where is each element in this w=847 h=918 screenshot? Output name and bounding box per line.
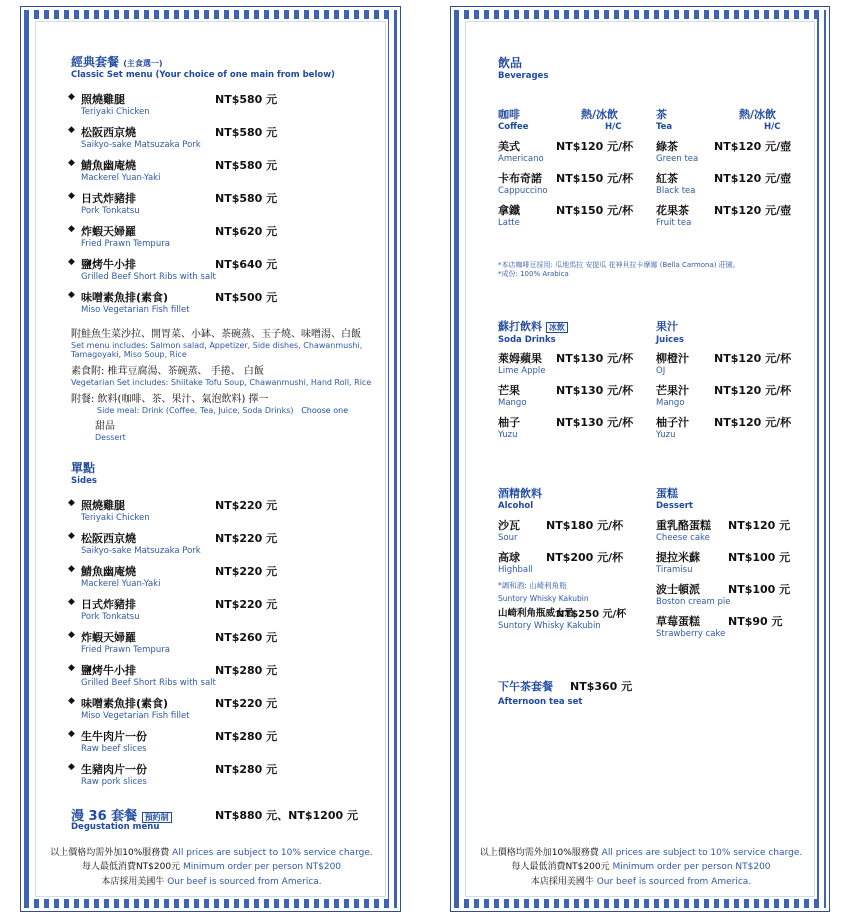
menu-item-price: NT$640 元 (215, 258, 278, 271)
menu-item-english: Saikyo-sake Matsuzaka Pork (81, 140, 201, 150)
dessert-subtitle: Dessert (656, 501, 693, 511)
menu-item-english: Teriyaki Chicken (81, 513, 150, 523)
menu-item-name: 鹽烤牛小排 (81, 664, 136, 677)
vegetarian-includes-zh: 素食附: 椎茸豆腐湯、茶碗蒸、 手捲、 白飯 (71, 366, 264, 377)
menu-item-price: NT$580 元 (215, 159, 278, 172)
footer-service-charge: 以上價格均需外加10%服務費 All prices are subject to 10% service charge. (50, 848, 373, 858)
bullet-icon: ◆ (68, 498, 75, 508)
coffee-composition-note: *成份: 100% Arabica (498, 270, 569, 278)
menu-item-price: NT$220 元 (215, 697, 278, 710)
reservation-tag: 預約制 (142, 812, 172, 823)
degustation-subtitle: Degustation menu (71, 822, 160, 832)
coffee-subtitle: Coffee (498, 122, 529, 132)
menu-item-english: Boston cream pie (656, 597, 731, 607)
menu-item-price: NT$100 元 (728, 551, 791, 564)
coffee-hc-zh: 熱/冰飲 (581, 108, 619, 121)
set-includes-zh: 附鮭魚生菜沙拉、開胃菜、小缽、茶碗蒸、玉子燒、味噌湯、白飯 (71, 329, 361, 340)
menu-item-name: 日式炸豬排 (81, 192, 136, 205)
menu-item-price: NT$120 元 (728, 519, 791, 532)
menu-item-price: NT$130 元/杯 (556, 384, 634, 397)
menu-item-name: 萊姆蘋果 (498, 352, 542, 365)
menu-item-name: 花果茶 (656, 204, 689, 217)
coffee-hc-en: H/C (605, 122, 622, 132)
menu-item-price: NT$130 元/杯 (556, 416, 634, 429)
menu-item-name: 炸蝦天婦羅 (81, 631, 136, 644)
menu-item-english: Strawberry cake (656, 629, 726, 639)
set-includes-en-1: Set menu includes: Salmon salad, Appetizer, Side dishes, Chawanmushi, (71, 341, 363, 350)
menu-item-name: 美式 (498, 140, 520, 153)
menu-item-price: NT$120 元/杯 (556, 140, 634, 153)
menu-item-price: NT$200 元/杯 (546, 551, 624, 564)
menu-item-english: Latte (498, 218, 520, 228)
bullet-icon: ◆ (68, 224, 75, 234)
kakubin-price: NT$250 元/杯 (556, 609, 627, 620)
menu-item-price: NT$130 元/杯 (556, 352, 634, 365)
menu-item-name: 波士頓派 (656, 583, 700, 596)
afternoon-tea-subtitle: Afternoon tea set (498, 697, 583, 707)
menu-item-english: Mango (498, 398, 527, 408)
menu-item-english: Americano (498, 154, 544, 164)
sides-title: 單點 (71, 461, 96, 475)
coffee-title: 咖啡 (498, 108, 520, 121)
menu-item-name: 生豬肉片一份 (81, 763, 147, 776)
menu-item-price: NT$120 元/杯 (714, 416, 792, 429)
afternoon-tea-price: NT$360 元 (570, 680, 633, 693)
bullet-icon: ◆ (68, 531, 75, 541)
bullet-icon: ◆ (68, 762, 75, 772)
menu-item-name: 鯖魚幽庵燒 (81, 565, 136, 578)
menu-item-name: 拿鐵 (498, 204, 520, 217)
bullet-icon: ◆ (68, 191, 75, 201)
soda-title: 蘇打飲料 冰飲 (498, 318, 568, 334)
menu-item-price: NT$100 元 (728, 583, 791, 596)
menu-item-english: Grilled Beef Short Ribs with salt (81, 678, 216, 688)
kakubin-name: 山崎利角瓶威士忌 (498, 608, 575, 619)
bullet-icon: ◆ (68, 630, 75, 640)
beverages-subtitle: Beverages (498, 71, 549, 81)
menu-item-english: Cheese cake (656, 533, 710, 543)
menu-item-price: NT$280 元 (215, 664, 278, 677)
menu-item-price: NT$220 元 (215, 532, 278, 545)
bullet-icon: ◆ (68, 257, 75, 267)
menu-item-name: 松阪西京燒 (81, 532, 136, 545)
menu-item-name: 味噌素魚排(素食) (81, 697, 169, 710)
footer-beef-origin: 本店採用美國牛 Our beef is sourced from America. (530, 877, 752, 887)
menu-item-name: 芒果汁 (656, 384, 689, 397)
menu-item-price: NT$90 元 (728, 615, 783, 628)
tea-hc-en: H/C (764, 122, 781, 132)
menu-page-right (450, 6, 830, 912)
menu-item-name: 重乳酪蛋糕 (656, 519, 711, 532)
alcohol-title: 酒精飲料 (498, 487, 542, 500)
alcohol-subtitle: Alcohol (498, 501, 534, 511)
footer-minimum-order: 每人最低消費NT$200元 Minimum order per person NT$200 (81, 862, 342, 872)
bullet-icon: ◆ (68, 125, 75, 135)
menu-item-name: 炸蝦天婦羅 (81, 225, 136, 238)
menu-item-name: 沙瓦 (498, 519, 520, 532)
menu-item-price: NT$280 元 (215, 763, 278, 776)
menu-item-english: Tiramisu (656, 565, 693, 575)
menu-item-price: NT$220 元 (215, 565, 278, 578)
bullet-icon: ◆ (68, 696, 75, 706)
dessert-title: 蛋糕 (656, 487, 678, 500)
afternoon-tea-title: 下午茶套餐 (498, 680, 553, 693)
classic-set-title: 經典套餐 (主食選一) (71, 55, 163, 69)
vegetarian-includes-en: Vegetarian Set includes: Shiitake Tofu Soup, Chawanmushi, Hand Roll, Rice (71, 378, 372, 387)
bullet-icon: ◆ (68, 663, 75, 673)
menu-item-name: 柚子 (498, 416, 520, 429)
menu-item-english: Miso Vegetarian Fish fillet (81, 711, 190, 721)
menu-item-english: Cappuccino (498, 186, 548, 196)
bullet-icon: ◆ (68, 92, 75, 102)
menu-item-name: 鹽烤牛小排 (81, 258, 136, 271)
soda-subtitle: Soda Drinks (498, 335, 556, 345)
juices-title: 果汁 (656, 320, 678, 333)
menu-item-name: 卡布奇諾 (498, 172, 542, 185)
menu-item-english: Black tea (656, 186, 696, 196)
iced-tag: 冰飲 (546, 322, 568, 333)
menu-item-price: NT$260 元 (215, 631, 278, 644)
menu-item-english: Fried Prawn Tempura (81, 645, 170, 655)
menu-item-english: Miso Vegetarian Fish fillet (81, 305, 190, 315)
degustation-price: NT$880 元、NT$1200 元 (215, 809, 358, 822)
tea-subtitle: Tea (656, 122, 673, 132)
menu-item-name: 提拉米蘇 (656, 551, 700, 564)
menu-item-english: Sour (498, 533, 518, 543)
set-includes-en-2: Tamagoyaki, Miso Soup, Rice (71, 350, 187, 359)
kakubin-note-en: Suntory Whisky Kakubin (498, 594, 589, 603)
menu-item-name: 照燒雞腿 (81, 499, 125, 512)
menu-item-english: Yuzu (498, 430, 518, 440)
dessert-zh: 甜品 (95, 421, 115, 432)
tea-hc-zh: 熱/冰飲 (739, 108, 777, 121)
footer-service-charge: 以上價格均需外加10%服務費 All prices are subject to 10% service charge. (479, 848, 803, 858)
menu-item-name: 高球 (498, 551, 520, 564)
menu-item-price: NT$120 元/壺 (714, 172, 792, 185)
beverages-title: 飲品 (498, 56, 523, 70)
menu-item-english: Teriyaki Chicken (81, 107, 150, 117)
footer-beef-origin: 本店採用美國牛 Our beef is sourced from America. (101, 877, 322, 887)
coffee-bean-note: *本店咖啡豆採用: 瓜地馬拉 安提瓜 花神貝拉卡摩娜 (Bella Carmona) 莊園。 (498, 261, 740, 269)
menu-item-price: NT$150 元/杯 (556, 172, 634, 185)
menu-item-price: NT$280 元 (215, 730, 278, 743)
menu-page-left (20, 6, 401, 912)
menu-item-name: 芒果 (498, 384, 520, 397)
menu-item-english: Fruit tea (656, 218, 692, 228)
menu-item-english: Grilled Beef Short Ribs with salt (81, 272, 216, 282)
menu-item-name: 柳橙汁 (656, 352, 689, 365)
menu-item-english: Highball (498, 565, 533, 575)
menu-item-english: Pork Tonkatsu (81, 612, 140, 622)
menu-item-english: Pork Tonkatsu (81, 206, 140, 216)
bullet-icon: ◆ (68, 564, 75, 574)
menu-item-english: Raw beef slices (81, 744, 147, 754)
menu-item-price: NT$220 元 (215, 499, 278, 512)
menu-item-english: Raw pork slices (81, 777, 147, 787)
juices-subtitle: Juices (656, 335, 684, 345)
menu-item-name: 松阪西京燒 (81, 126, 136, 139)
menu-item-price: NT$620 元 (215, 225, 278, 238)
menu-item-english: Lime Apple (498, 366, 546, 376)
menu-item-name: 生牛肉片一份 (81, 730, 147, 743)
menu-item-price: NT$220 元 (215, 598, 278, 611)
menu-item-price: NT$580 元 (215, 126, 278, 139)
side-meal-en: Side meal: Drink (Coffee, Tea, Juice, Soda Drinks) Choose one (97, 406, 349, 415)
menu-item-english: Fried Prawn Tempura (81, 239, 170, 249)
kakubin-en: Suntory Whisky Kakubin (498, 621, 601, 631)
menu-item-name: 味噌素魚排(素食) (81, 291, 169, 304)
menu-item-english: OJ (656, 366, 666, 376)
menu-item-name: 草莓蛋糕 (656, 615, 700, 628)
bullet-icon: ◆ (68, 290, 75, 300)
footer-minimum-order: 每人最低消費NT$200元 Minimum order per person NT$200 (511, 862, 771, 872)
menu-item-english: Yuzu (656, 430, 676, 440)
menu-item-name: 鯖魚幽庵燒 (81, 159, 136, 172)
classic-set-subtitle: Classic Set menu (Your choice of one main from below) (71, 70, 335, 80)
menu-item-price: NT$120 元/壺 (714, 204, 792, 217)
kakubin-note: *調和酒: 山崎利角瓶 (498, 581, 567, 590)
menu-item-english: Green tea (656, 154, 699, 164)
menu-item-price: NT$580 元 (215, 93, 278, 106)
bullet-icon: ◆ (68, 158, 75, 168)
menu-item-name: 日式炸豬排 (81, 598, 136, 611)
menu-item-price: NT$500 元 (215, 291, 278, 304)
sides-subtitle: Sides (71, 476, 97, 486)
menu-item-price: NT$150 元/杯 (556, 204, 634, 217)
menu-item-name: 照燒雞腿 (81, 93, 125, 106)
side-meal-zh: 附餐: 飲料(咖啡、茶、果汁、氣泡飲料) 擇一 (71, 394, 269, 405)
degustation-title: 漫 36 套餐 預約制 (71, 805, 172, 824)
menu-item-english: Mango (656, 398, 685, 408)
menu-item-price: NT$120 元/杯 (714, 384, 792, 397)
dessert-en: Dessert (95, 433, 126, 442)
menu-item-name: 紅茶 (656, 172, 678, 185)
bullet-icon: ◆ (68, 597, 75, 607)
menu-item-price: NT$180 元/杯 (546, 519, 624, 532)
menu-item-english: Saikyo-sake Matsuzaka Pork (81, 546, 201, 556)
menu-item-price: NT$120 元/杯 (714, 352, 792, 365)
menu-item-price: NT$580 元 (215, 192, 278, 205)
menu-item-english: Mackerel Yuan-Yaki (81, 173, 161, 183)
menu-item-price: NT$120 元/壺 (714, 140, 792, 153)
menu-item-name: 綠茶 (656, 140, 678, 153)
tea-title: 茶 (656, 108, 667, 121)
bullet-icon: ◆ (68, 729, 75, 739)
menu-item-name: 柚子汁 (656, 416, 689, 429)
menu-item-english: Mackerel Yuan-Yaki (81, 579, 161, 589)
